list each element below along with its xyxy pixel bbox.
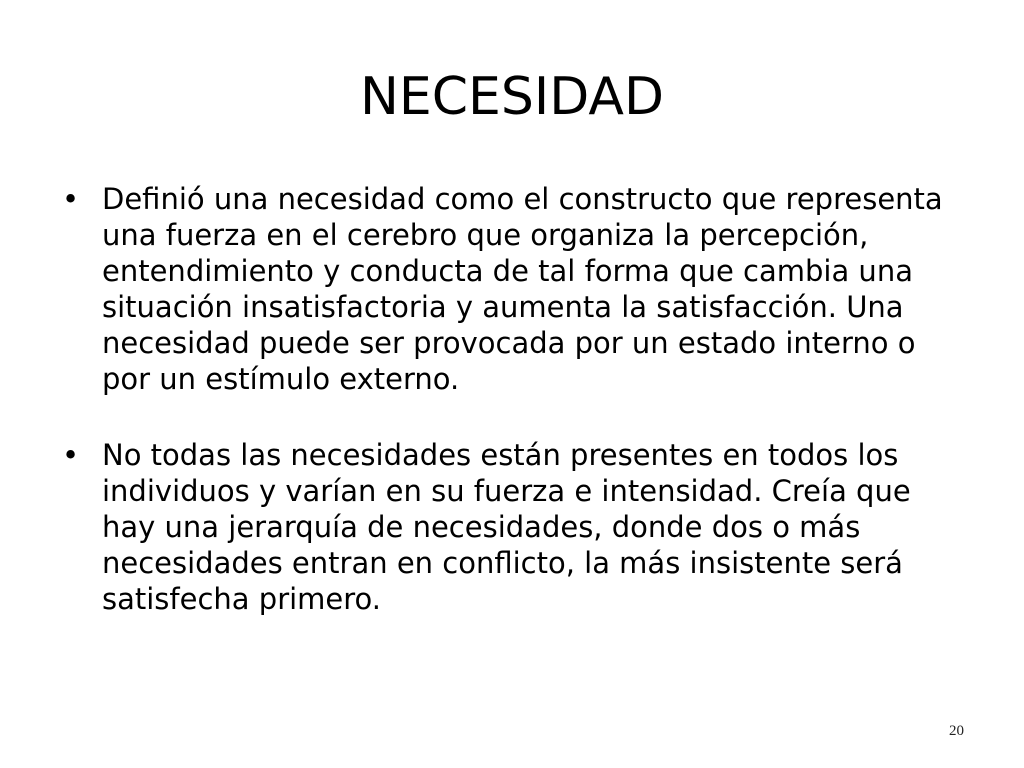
- page-number: 20: [949, 723, 964, 739]
- bullet-item: [62, 181, 962, 397]
- slide-title: NECESIDAD: [359, 67, 664, 127]
- bullet-icon: •: [62, 182, 80, 216]
- bullet-list: [62, 181, 962, 657]
- bullet-text: No todas las necesidades están presentes en todos los individuos y varían en su fuerza e intensidad. Creía que hay una jerarquía de necesidades, donde dos o más necesidades entran en conflicto, la más insistente será satisfecha primero.: [102, 438, 911, 616]
- bullet-item: [62, 437, 962, 617]
- bullet-icon: •: [62, 438, 80, 472]
- bullet-text: Definió una necesidad como el constructo que representa una fuerza en el cerebro que organiza la percepción, entendimiento y conducta de tal forma que cambia una situación insatisfactoria y aumenta la satisfacción. Una necesidad puede ser provocada por un estado interno o por un estímulo externo.: [102, 182, 943, 396]
